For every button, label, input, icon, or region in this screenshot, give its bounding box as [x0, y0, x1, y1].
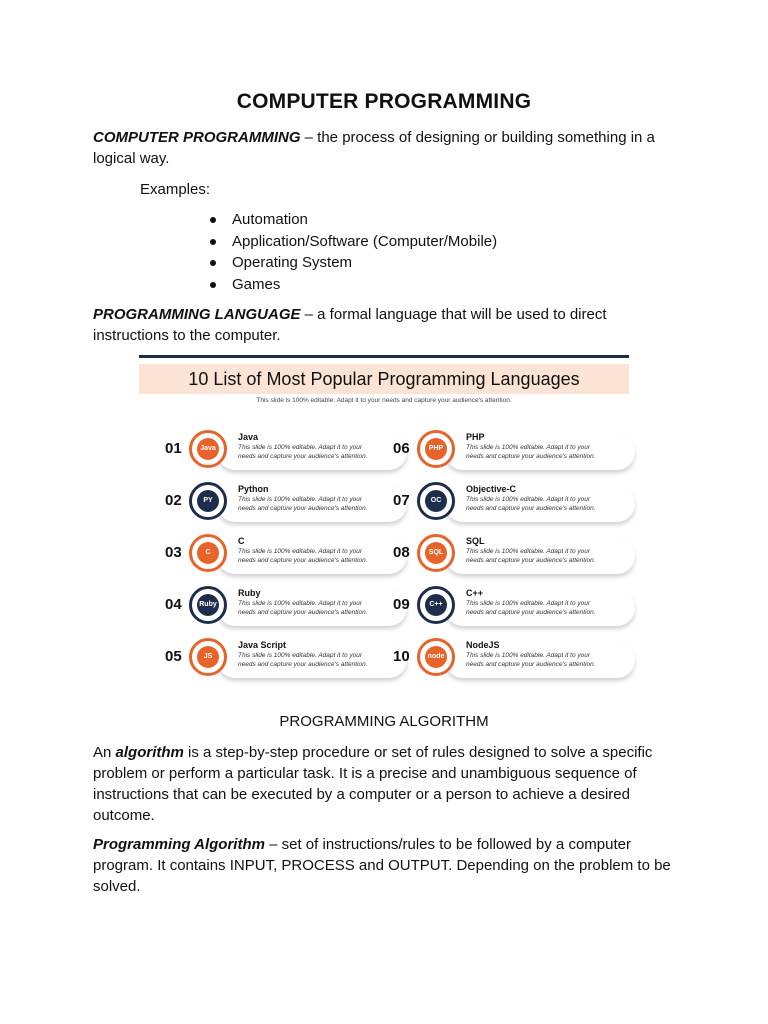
item-name: Python	[238, 484, 269, 494]
definition-text-1: – the process of designing or building something in a	[300, 129, 655, 146]
algorithm-text-1: is a step-by-step procedure or set of rules designed to solve a specific	[183, 744, 653, 761]
infographic-title: 10 List of Most Popular Programming Languages	[139, 364, 629, 394]
algorithm-text-3: instructions that can be executed by a computer or a person to achieve a desired	[93, 786, 630, 803]
algorithm-text-2: problem or perform a particular task. It is a precise and unambiguous sequence of	[93, 765, 637, 782]
page-title: COMPUTER PROGRAMMING	[236, 90, 532, 113]
list-item: Operating System	[208, 252, 497, 274]
item-desc: This slide is 100% editable. Adapt it to your needs and capture your audience's attention.	[238, 548, 368, 564]
item-number: 04	[165, 596, 182, 613]
item-desc: This slide is 100% editable. Adapt it to your needs and capture your audience's attention.	[238, 444, 368, 460]
prog-algorithm-text-3: solved.	[93, 878, 141, 895]
item-desc: This slide is 100% editable. Adapt it to your needs and capture your audience's attention.	[466, 652, 596, 668]
item-number: 08	[393, 544, 410, 561]
algorithm-text-4: outcome.	[93, 807, 155, 824]
item-name: C++	[466, 588, 484, 598]
item-number: 05	[165, 648, 182, 665]
item-desc: This slide is 100% editable. Adapt it to your needs and capture your audience's attention.	[466, 496, 596, 512]
item-name: Objective-C	[466, 484, 517, 494]
item-desc: This slide is 100% editable. Adapt it to your needs and capture your audience's attention.	[238, 496, 368, 512]
prog-algorithm-term: Programming Algorithm	[93, 836, 265, 853]
item-name: C	[238, 536, 245, 546]
item-number: 10	[393, 648, 410, 665]
item-name: PHP	[466, 432, 485, 442]
language-item	[393, 430, 623, 470]
item-desc: This slide is 100% editable. Adapt it to your needs and capture your audience's attention.	[466, 548, 596, 564]
language-item	[165, 638, 395, 678]
php-file-icon: PHP	[417, 430, 455, 468]
language-item	[165, 534, 395, 574]
languages-infographic	[139, 355, 629, 675]
infographic-subtitle: This slide is 100% editable. Adapt it to your needs and capture your audience's attention.	[256, 397, 512, 404]
language-item	[393, 482, 623, 522]
objc-file-icon: OC	[417, 482, 455, 520]
examples-label: Examples:	[140, 181, 211, 198]
item-number: 01	[165, 440, 182, 457]
item-name: Ruby	[238, 588, 261, 598]
list-item: Automation	[208, 209, 497, 231]
item-number: 02	[165, 492, 182, 509]
infographic-top-bar	[139, 355, 629, 358]
item-desc: This slide is 100% editable. Adapt it to your needs and capture your audience's attention.	[238, 600, 368, 616]
language-item	[165, 430, 395, 470]
language-item	[393, 638, 623, 678]
language-item	[165, 586, 395, 626]
language-text-1: – a formal language that will be used to direct	[300, 306, 607, 323]
definition-text-2: logical way.	[93, 150, 170, 167]
item-desc: This slide is 100% editable. Adapt it to your needs and capture your audience's attention.	[466, 444, 596, 460]
language-item	[165, 482, 395, 522]
java-cup-icon: Java	[189, 430, 227, 468]
sql-file-icon: SQL	[417, 534, 455, 572]
language-term: PROGRAMMING LANGUAGE	[93, 306, 301, 323]
language-paragraph	[93, 304, 678, 346]
language-text-2: instructions to the computer.	[93, 327, 281, 344]
definition-paragraph	[93, 127, 678, 169]
item-number: 07	[393, 492, 410, 509]
ruby-icon: Ruby	[189, 586, 227, 624]
item-number: 06	[393, 440, 410, 457]
prog-algorithm-text-1: – set of instructions/rules to be followed by a computer	[264, 836, 631, 853]
item-name: Java Script	[238, 640, 287, 650]
algorithm-paragraph	[93, 742, 678, 826]
list-item: Application/Software (Computer/Mobile)	[208, 231, 497, 253]
cpp-icon: C++	[417, 586, 455, 624]
algorithm-prefix: An	[93, 744, 116, 761]
item-desc: This slide is 100% editable. Adapt it to your needs and capture your audience's attention.	[466, 600, 596, 616]
c-file-icon: C	[189, 534, 227, 572]
py-file-icon: PY	[189, 482, 227, 520]
item-name: Java	[238, 432, 259, 442]
language-item	[393, 586, 623, 626]
examples-list	[208, 209, 497, 295]
algorithm-term: algorithm	[115, 744, 184, 761]
item-number: 09	[393, 596, 410, 613]
prog-algorithm-text-2: program. It contains INPUT, PROCESS and OUTPUT. Depending on the problem to be	[93, 857, 671, 874]
item-name: SQL	[466, 536, 485, 546]
language-item	[393, 534, 623, 574]
definition-term: COMPUTER PROGRAMMING	[93, 129, 301, 146]
algorithm-heading: PROGRAMMING ALGORITHM	[279, 713, 489, 730]
item-desc: This slide is 100% editable. Adapt it to your needs and capture your audience's attention.	[238, 652, 368, 668]
prog-algorithm-paragraph	[93, 834, 678, 897]
list-item: Games	[208, 274, 497, 296]
item-number: 03	[165, 544, 182, 561]
nodejs-icon: node	[417, 638, 455, 676]
js-icon: JS	[189, 638, 227, 676]
item-name: NodeJS	[466, 640, 500, 650]
